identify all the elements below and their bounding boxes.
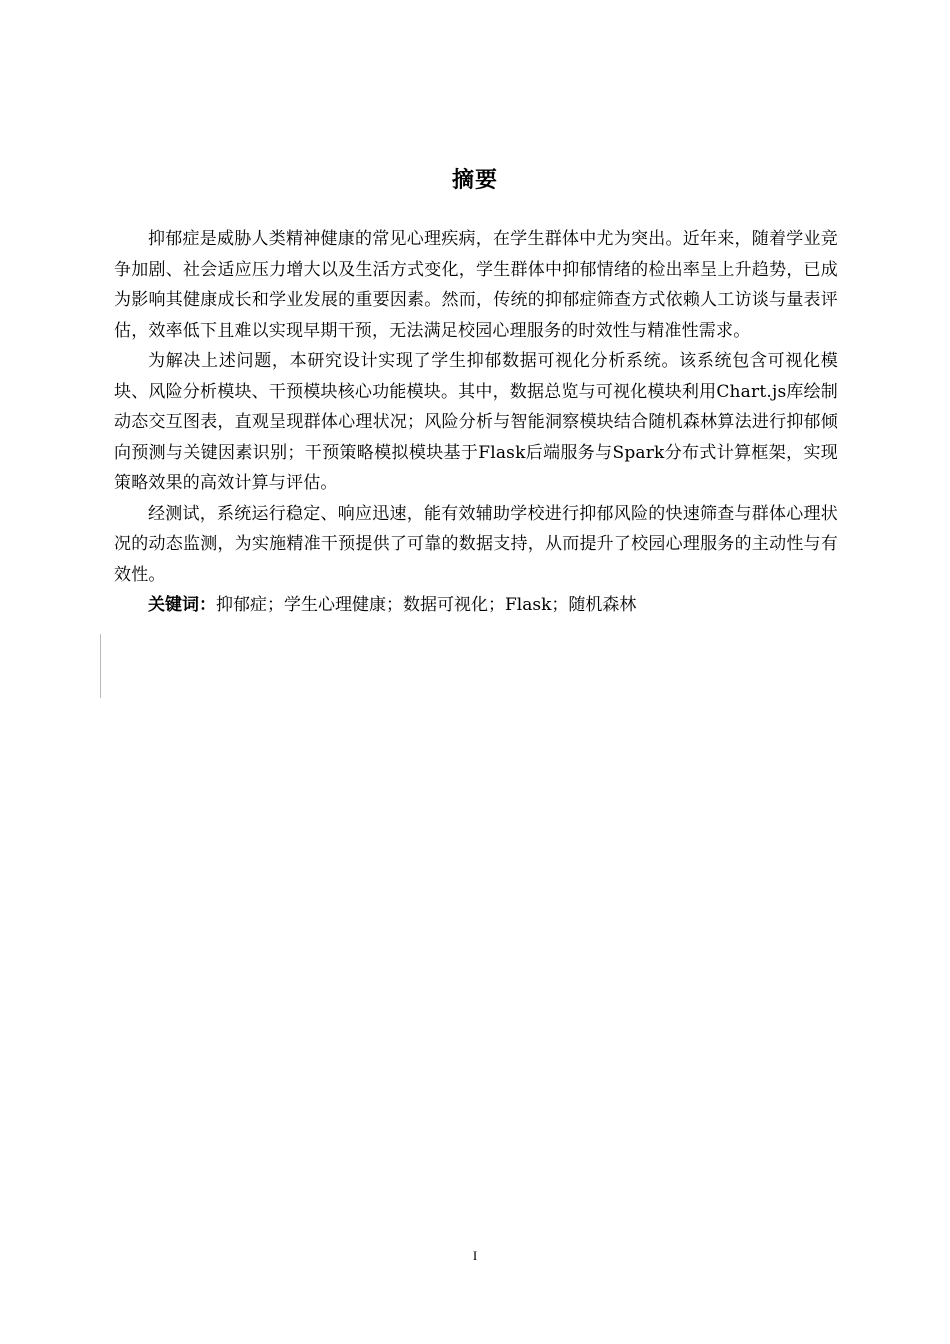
abstract-title: 摘要 xyxy=(451,168,498,193)
abstract-paragraph-2: 为解决上述问题，本研究设计实现了学生抑郁数据可视化分析系统。该系统包含可视化模块、风险分析模块、干预模块核心功能模块。其中，数据总览与可视化模块利用Chart.js库绘制动态交互图表，直观呈现群体心理状况；风险分析与智能洞察模块结合随机森林算法进行抑郁倾向预测与关键因素识别；干预策略模拟模块基于Flask后端服务与Spark分布式计算框架，实现策略效果的高效计算与评估。 xyxy=(114,351,838,493)
abstract-body xyxy=(114,224,838,621)
abstract-paragraph-3: 经测试，系统运行稳定、响应迅速，能有效辅助学校进行抑郁风险的快速筛查与群体心理状况的动态监测，为实施精准干预提供了可靠的数据支持，从而提升了校园心理服务的主动性与有效性。 xyxy=(114,503,838,585)
keywords-line xyxy=(114,590,838,621)
keywords-text: 抑郁症；学生心理健康；数据可视化；Flask；随机森林 xyxy=(216,595,637,615)
abstract-paragraph-1: 抑郁症是威胁人类精神健康的常见心理疾病，在学生群体中尤为突出。近年来，随着学业竞争加剧、社会适应压力增大以及生活方式变化，学生群体中抑郁情绪的检出率呈上升趋势，已成为影响其健康成长和学业发展的重要因素。然而，传统的抑郁症筛查方式依赖人工访谈与量表评估，效率低下且难以实现早期干预，无法满足校园心理服务的时效性与精准性需求。 xyxy=(114,229,838,341)
page-number: I xyxy=(472,1248,478,1263)
keywords-label: 关键词： xyxy=(148,595,216,615)
margin-change-bar xyxy=(100,634,101,698)
